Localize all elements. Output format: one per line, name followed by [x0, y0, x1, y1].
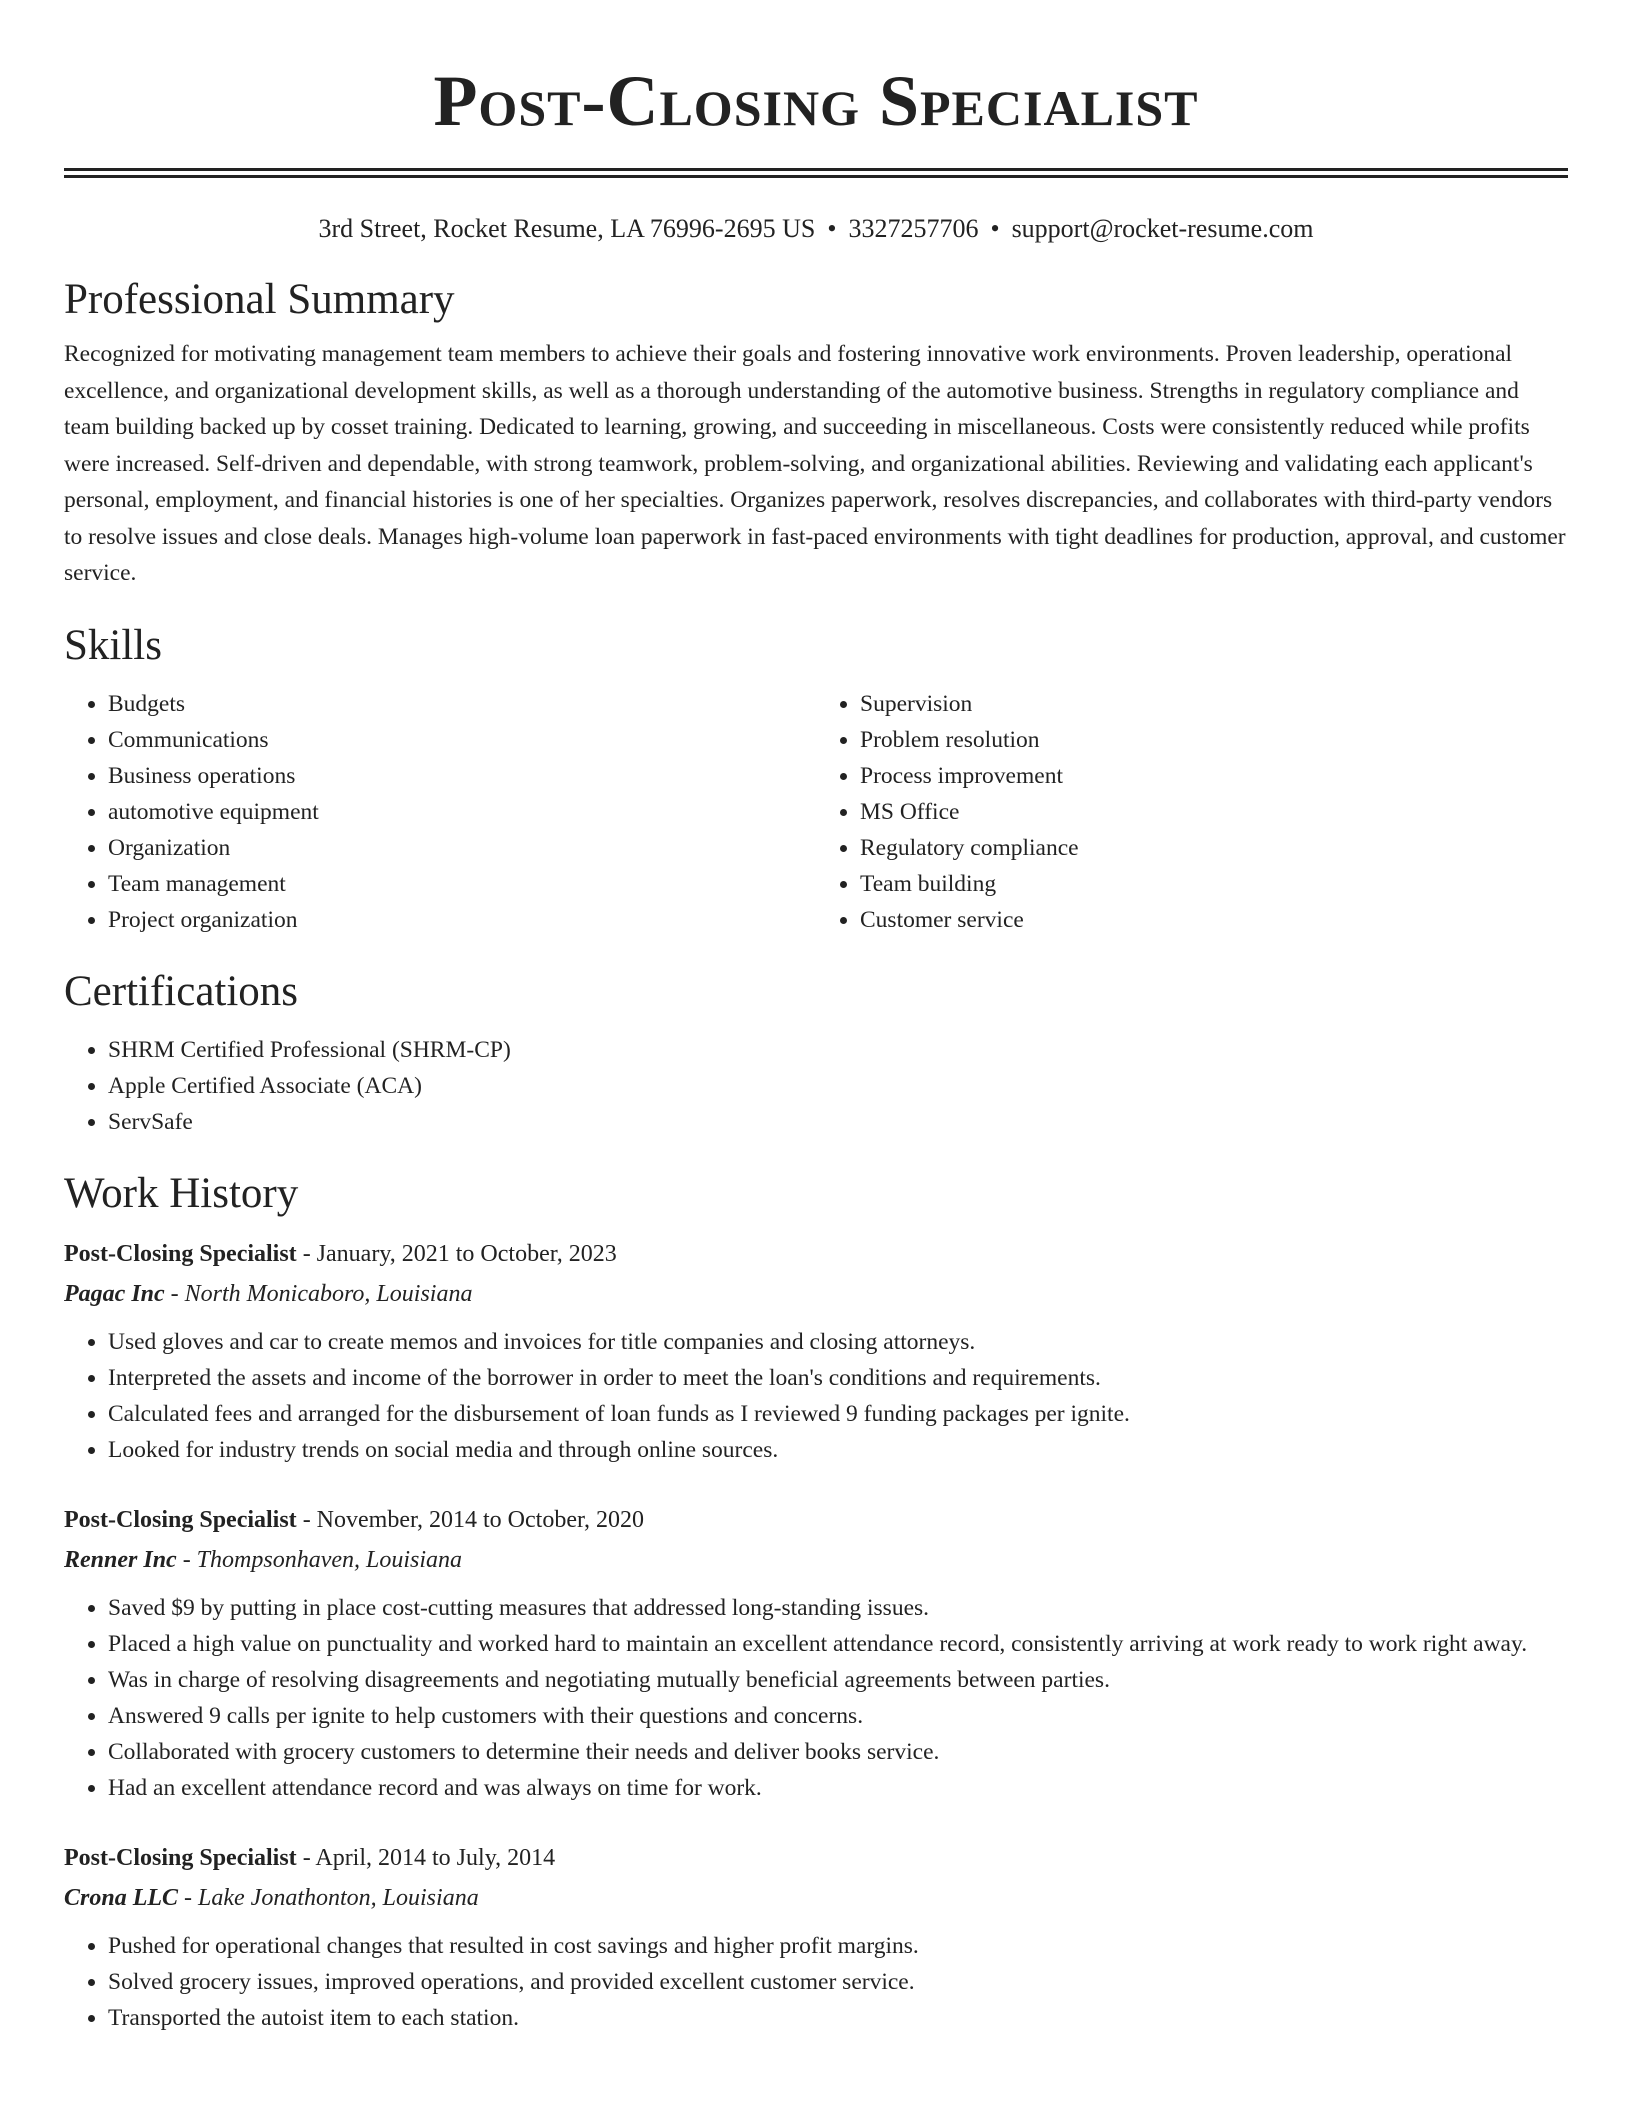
job-bullets	[64, 1928, 1568, 2036]
job-bullet: • Interpreted the assets and income of the borrower in order to meet the loan's conditions and requirements.	[108, 1360, 1568, 1396]
job-bullet: • Was in charge of resolving disagreements and negotiating mutually beneficial agreements between parties.	[108, 1662, 1568, 1698]
job-bullet: • Collaborated with grocery customers to determine their needs and deliver books service.	[108, 1734, 1568, 1770]
contact-address: 3rd Street, Rocket Resume, LA 76996-2695 US	[318, 214, 816, 243]
job-bullet: • Used gloves and car to create memos and invoices for title companies and closing attorneys.	[108, 1324, 1568, 1360]
job-bullet: • Saved $9 by putting in place cost-cutting measures that addressed long-standing issues.	[108, 1590, 1568, 1626]
job-location: - Lake Jonathonton, Louisiana	[178, 1884, 479, 1911]
work-history-section	[64, 1168, 1568, 2036]
summary-heading: Professional Summary	[64, 276, 455, 323]
job-bullet: • Placed a high value on punctuality and worked hard to maintain an excellent attendance record, consistently arriving at work ready to work right away.	[108, 1626, 1568, 1662]
job-company-line	[64, 1540, 1568, 1580]
job-bullet: • Pushed for operational changes that resulted in cost savings and higher profit margins.	[108, 1928, 1568, 1964]
skill-item: • MS Office	[860, 794, 1568, 830]
job-bullets	[64, 1590, 1568, 1806]
contact-email: support@rocket-resume.com	[1011, 214, 1314, 243]
resume-name: Post-Closing Specialist	[433, 61, 1199, 141]
job-dates: - January, 2021 to October, 2023	[296, 1240, 617, 1267]
job-bullet: • Solved grocery issues, improved operations, and provided excellent customer service.	[108, 1964, 1568, 2000]
job-location: - North Monicaboro, Louisiana	[164, 1280, 473, 1307]
skill-item: • Problem resolution	[860, 722, 1568, 758]
certifications-heading: Certifications	[64, 967, 299, 1015]
skill-item: • Team management	[108, 866, 816, 902]
job-entry	[64, 1838, 1568, 2036]
skills-right-list	[816, 686, 1568, 938]
job-company-line	[64, 1878, 1568, 1918]
job-entry	[64, 1234, 1568, 1468]
skill-item: • Process improvement	[860, 758, 1568, 794]
job-bullet: • Answered 9 calls per ignite to help customers with their questions and concerns.	[108, 1698, 1568, 1734]
contact-phone: 3327257706	[848, 214, 979, 243]
job-dates: - April, 2014 to July, 2014	[296, 1844, 556, 1871]
skills-columns	[64, 686, 1568, 938]
skill-item: • Regulatory compliance	[860, 830, 1568, 866]
certifications-section	[64, 966, 1568, 1140]
skill-item: • Business operations	[108, 758, 816, 794]
skill-item: • Team building	[860, 866, 1568, 902]
header-rule	[64, 168, 1568, 178]
summary-section	[64, 274, 1568, 592]
job-title: Post-Closing Specialist	[64, 1844, 297, 1871]
certification-item: • SHRM Certified Professional (SHRM-CP)	[108, 1032, 1568, 1068]
skill-item: • Organization	[108, 830, 816, 866]
job-bullet: • Had an excellent attendance record and was always on time for work.	[108, 1770, 1568, 1806]
job-company: Crona LLC	[64, 1884, 179, 1911]
job-bullet: • Looked for industry trends on social media and through online sources.	[108, 1432, 1568, 1468]
job-entry	[64, 1500, 1568, 1806]
job-bullets	[64, 1324, 1568, 1468]
job-company-line	[64, 1274, 1568, 1314]
summary-text: Recognized for motivating management team members to achieve their goals and fostering innovative work environments. Proven leadership, operational excellence, and organizational development skills, as well as a thorough understanding of the automotive business. Strengths in regulatory compliance and team building backed up by cosset training. Dedicated to learning, growing, and succeeding in miscellaneous. Costs were consistently reduced while profits were increased. Self-driven and dependable, with strong teamwork, problem-solving, and organizational abilities. Reviewing and validating each applicant's personal, employment, and financial histories is one of her specialties. Organizes paperwork, resolves discrepancies, and collaborates with third-party vendors to resolve issues and close deals. Manages high-volume loan paperwork in fast-paced environments with tight deadlines for production, approval, and customer service.	[64, 341, 1566, 586]
skill-item: • automotive equipment	[108, 794, 816, 830]
skills-section	[64, 620, 1568, 938]
contact-line	[64, 212, 1568, 246]
skill-item: • Communications	[108, 722, 816, 758]
job-company: Pagac Inc	[64, 1280, 165, 1307]
skills-left-list	[64, 686, 816, 938]
job-title-line	[64, 1838, 1568, 1878]
contact-separator: •	[827, 214, 837, 243]
skill-item: • Budgets	[108, 686, 816, 722]
certification-item: • ServSafe	[108, 1104, 1568, 1140]
skill-item: • Supervision	[860, 686, 1568, 722]
job-title: Post-Closing Specialist	[64, 1240, 297, 1267]
skill-item: • Customer service	[860, 902, 1568, 938]
skill-item: • Project organization	[108, 902, 816, 938]
job-title-line	[64, 1500, 1568, 1540]
skills-heading: Skills	[64, 621, 162, 669]
job-title: Post-Closing Specialist	[64, 1506, 297, 1533]
job-title-line	[64, 1234, 1568, 1274]
job-location: - Thompsonhaven, Louisiana	[176, 1546, 463, 1573]
job-company: Renner Inc	[64, 1546, 177, 1573]
job-bullet: • Calculated fees and arranged for the disbursement of loan funds as I reviewed 9 funding packages per ignite.	[108, 1396, 1568, 1432]
certification-item: • Apple Certified Associate (ACA)	[108, 1068, 1568, 1104]
job-bullet: • Transported the autoist item to each station.	[108, 2000, 1568, 2036]
contact-separator: •	[990, 214, 1000, 243]
certifications-list	[64, 1032, 1568, 1140]
job-dates: - November, 2014 to October, 2020	[296, 1506, 645, 1533]
work-history-heading: Work History	[64, 1169, 299, 1217]
